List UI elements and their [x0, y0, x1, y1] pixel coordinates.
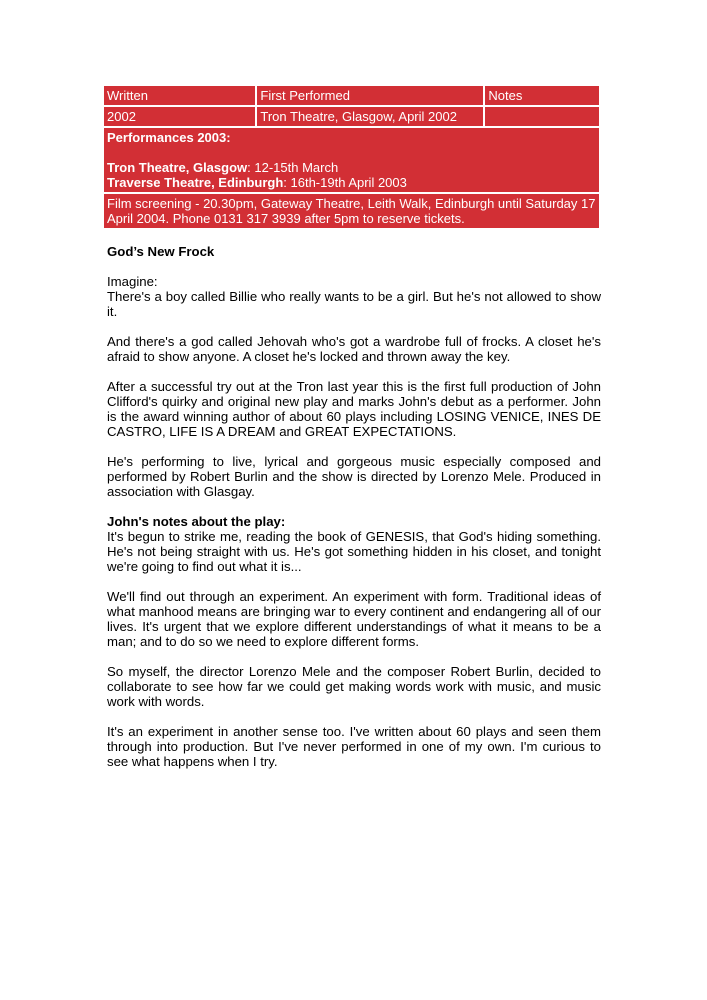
table-header-row [104, 86, 599, 105]
cell-written: 2002 [104, 107, 255, 126]
film-screening-row [104, 194, 599, 228]
venue-line [107, 175, 596, 190]
header-written: Written [104, 86, 255, 105]
venue-name: Tron Theatre, Glasgow [107, 160, 248, 175]
article-title: God’s New Frock [107, 244, 215, 259]
performances-row [104, 128, 599, 192]
performances-cell [104, 128, 599, 192]
document-page [104, 86, 603, 784]
film-screening-cell: Film screening - 20.30pm, Gateway Theatre, Leith Walk, Edinburgh until Saturday 17 April 2004. Phone 0131 317 3939 after 5pm to reserve tickets. [104, 194, 599, 228]
paragraph: We'll find out through an experiment. An experiment with form. Traditional ideas of what manhood means are bringing war to every continent and endangering all of our lives. It's urgent that we explore different understandings of what it means to be a man; and to do so we need to explore different forms. [107, 589, 601, 649]
header-first-performed: First Performed [257, 86, 483, 105]
imagine-label: Imagine: [107, 274, 158, 289]
header-notes: Notes [485, 86, 599, 105]
cell-notes [485, 107, 599, 126]
notes-heading: John's notes about the play: [107, 514, 286, 529]
paragraph: And there's a god called Jehovah who's got a wardrobe full of frocks. A closet he's afraid to show anyone. A closet he's locked and thrown away the key. [107, 334, 601, 364]
paragraph: He's performing to live, lyrical and gorgeous music especially composed and performed by Robert Burlin and the show is directed by Lorenzo Mele. Produced in association with Glasgay. [107, 454, 601, 499]
paragraph: It's an experiment in another sense too. I've written about 60 plays and seen them through into production. But I've never performed in one of my own. I'm curious to see what happens when I try. [107, 724, 601, 769]
paragraph: After a successful try out at the Tron last year this is the first full production of John Clifford's quirky and original new play and marks John's debut as a performer. John is the award winning author of about 60 plays including LOSING VENICE, INES DE CASTRO, LIFE IS A DREAM and GREAT EXPECTATIONS. [107, 379, 601, 439]
cell-first-performed: Tron Theatre, Glasgow, April 2002 [257, 107, 483, 126]
venue-name: Traverse Theatre, Edinburgh [107, 175, 284, 190]
performances-heading: Performances 2003: [107, 130, 231, 145]
paragraph-intro [107, 274, 601, 319]
venue-dates: : 12-15th March [247, 160, 339, 175]
article-body [104, 244, 603, 769]
paragraph-text: There's a boy called Billie who really wants to be a girl. But he's not allowed to show it. [107, 289, 601, 319]
paragraph-text: It's begun to strike me, reading the book of GENESIS, that God's hiding something. He's not being straight with us. He's got something hidden in his closet, and tonight we're going to find out what it is... [107, 529, 601, 574]
production-info-table [102, 84, 601, 230]
venue-line [107, 160, 596, 175]
venue-dates: : 16th-19th April 2003 [283, 175, 407, 190]
paragraph: So myself, the director Lorenzo Mele and the composer Robert Burlin, decided to collaborate to see how far we could get making words work with music, and music work with words. [107, 664, 601, 709]
paragraph-notes [107, 514, 601, 574]
table-row [104, 107, 599, 126]
